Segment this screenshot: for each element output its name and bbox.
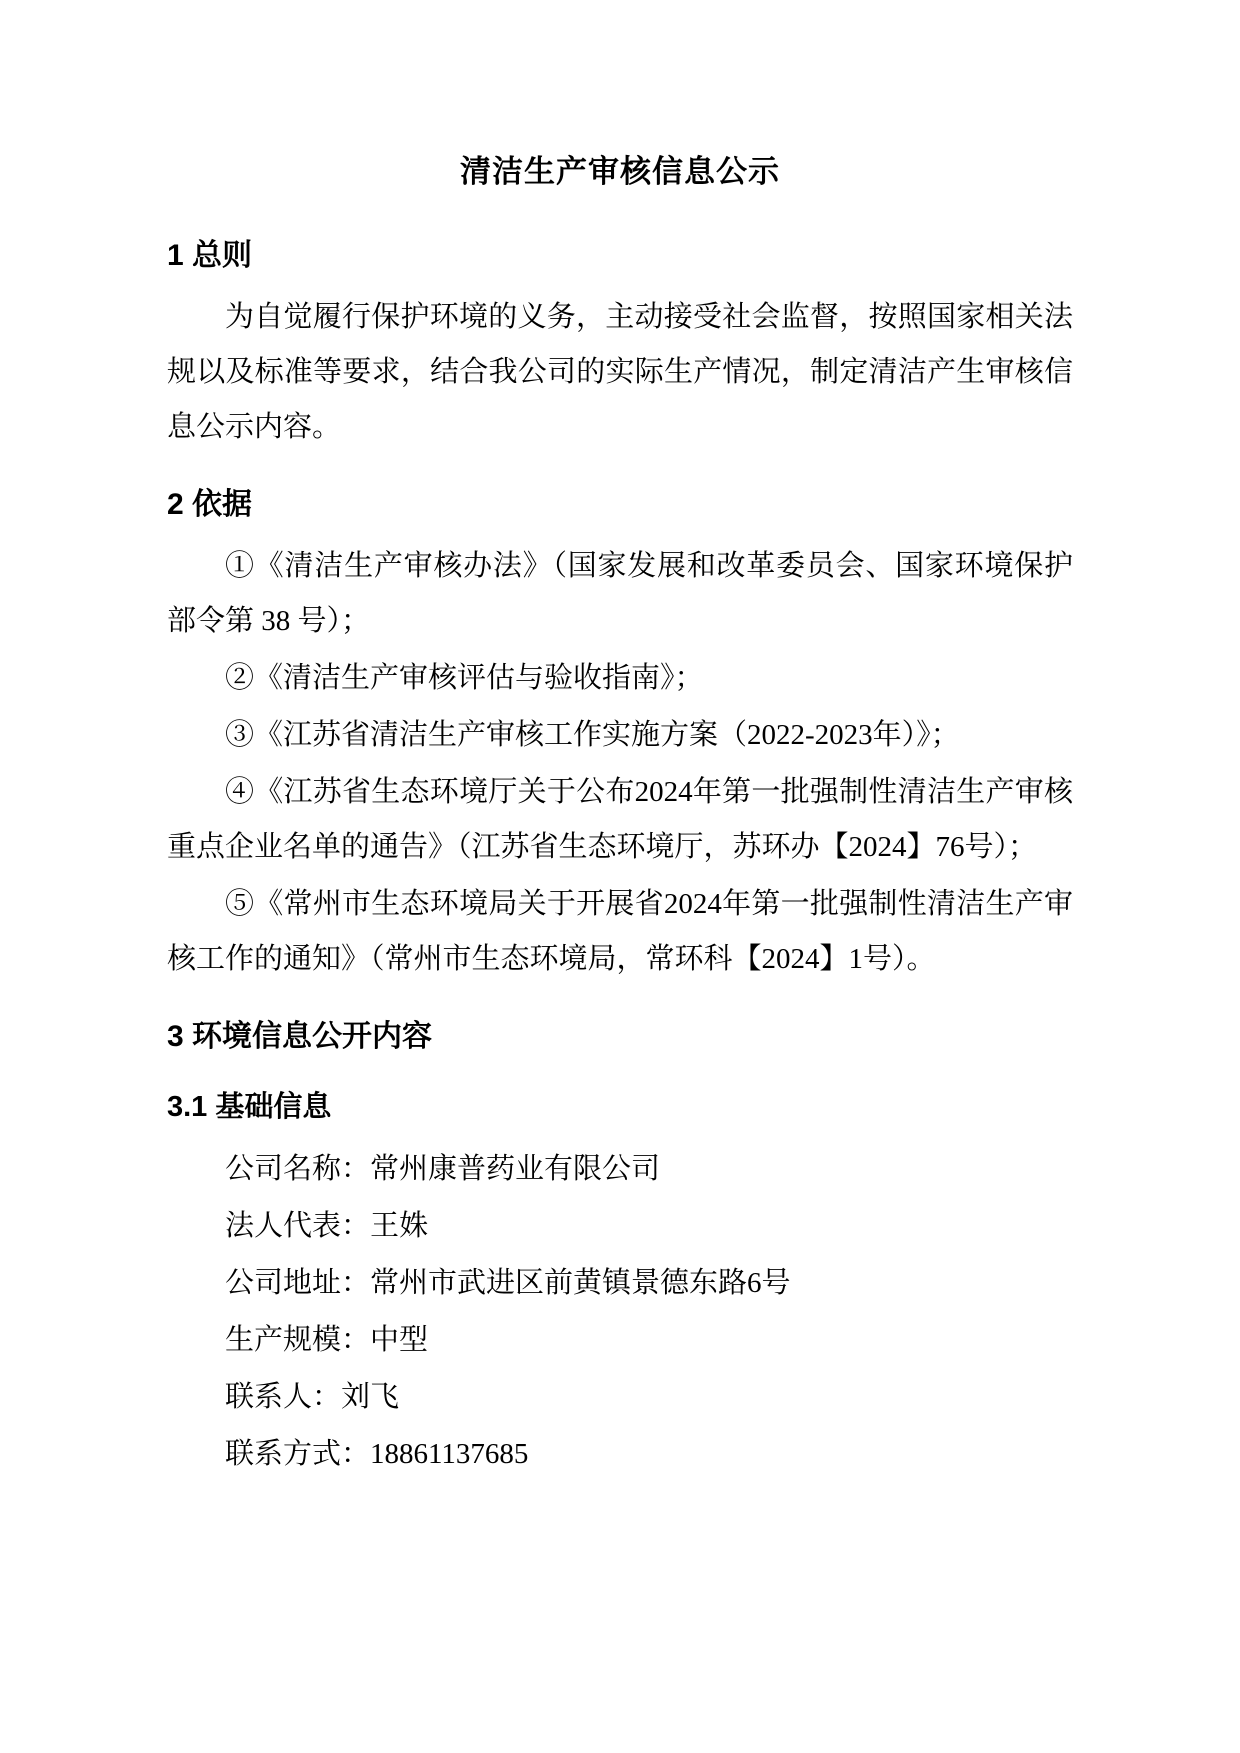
reference-item-2: ②《清洁生产审核评估与验收指南》；: [225, 662, 704, 694]
info-line-contact-person: 联系人：刘飞: [225, 1381, 400, 1413]
section-heading-basis: 2 依据: [167, 488, 253, 521]
subsection-heading-basic-info: 3.1 基础信息: [167, 1091, 332, 1123]
reference-item-3: ③《江苏省清洁生产审核工作实施方案（2022-2023年）》；: [225, 719, 960, 751]
info-line-company-name: 公司名称：常州康普药业有限公司: [225, 1153, 661, 1185]
section-heading-general: 1 总则: [167, 239, 253, 272]
section-heading-disclosure: 3 环境信息公开内容: [167, 1020, 433, 1053]
reference-item-5: ⑤《常州市生态环境局关于开展省2024年第一批强制性清洁生产审核工作的通知》（常州市生态环境局，常环科【2024】1号）。: [167, 888, 1073, 975]
reference-item-1: ①《清洁生产审核办法》（国家发展和改革委员会、国家环境保护部令第 38 号）；: [167, 550, 1073, 637]
info-line-production-scale: 生产规模：中型: [225, 1324, 429, 1356]
general-paragraph: 为自觉履行保护环境的义务，主动接受社会监督，按照国家相关法规以及标准等要求，结合我公司的实际生产情况，制定清洁产生审核信息公示内容。: [167, 301, 1073, 443]
info-line-contact-phone: 联系方式：18861137685: [225, 1438, 529, 1470]
document-title: 清洁生产审核信息公示: [460, 154, 780, 189]
info-line-legal-representative: 法人代表：王姝: [225, 1210, 429, 1242]
reference-item-4: ④《江苏省生态环境厅关于公布2024年第一批强制性清洁生产审核重点企业名单的通告》（江苏省生态环境厅，苏环办【2024】76号）；: [167, 776, 1073, 863]
info-line-company-address: 公司地址：常州市武进区前黄镇景德东路6号: [225, 1267, 791, 1299]
